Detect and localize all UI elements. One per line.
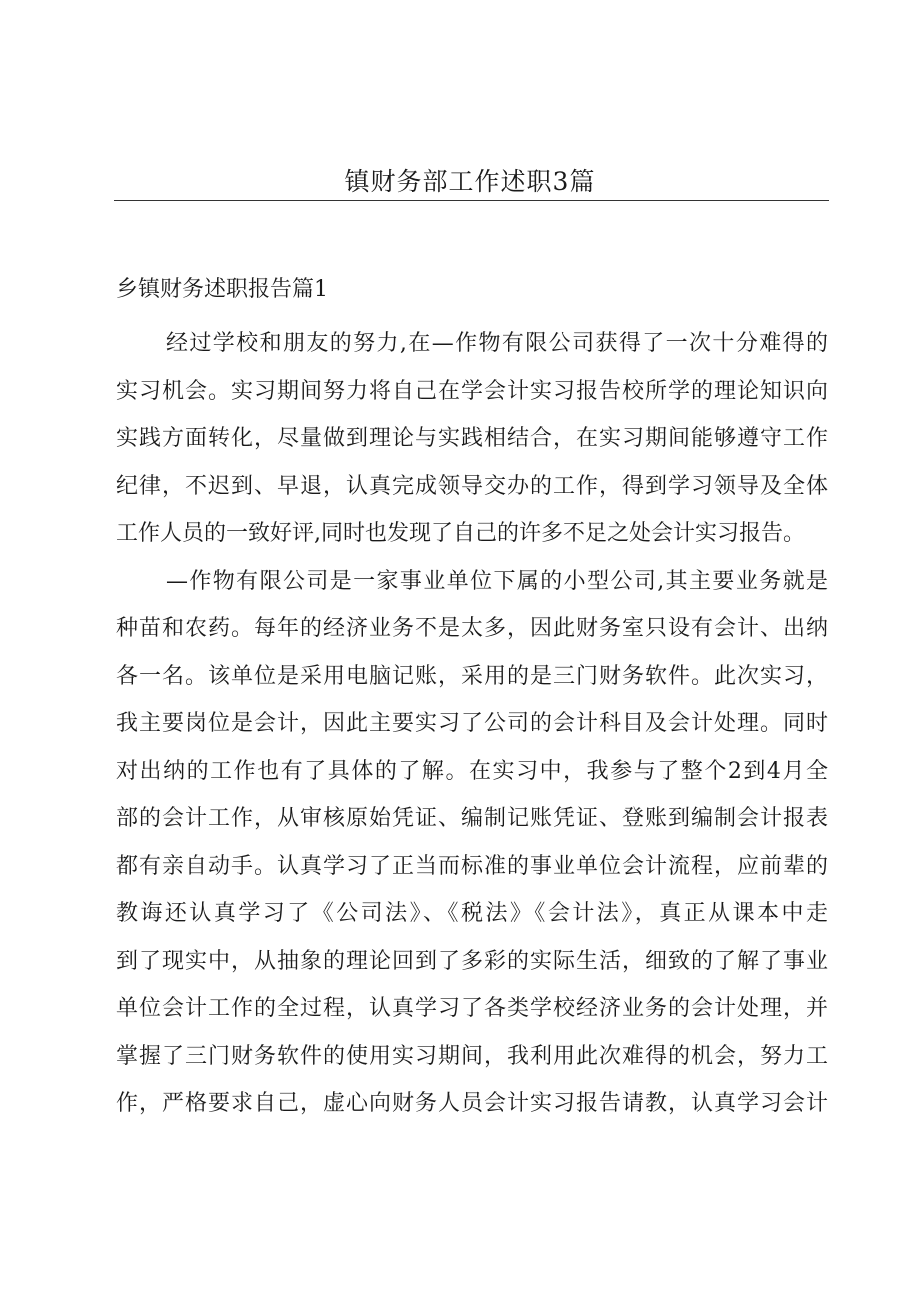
paragraph-1-line-5: 工作人员的一致好评,同时也发现了自己的许多不足之处会计实习报告。	[116, 521, 805, 546]
paragraph-2-line-9: 到了现实中，从抽象的理论回到了多彩的实际生活，细致的了解了事业	[116, 948, 828, 974]
paragraph-2-line-7: 都有亲自动手。认真学习了正当而标准的事业单位会计流程，应前辈的	[116, 853, 828, 879]
section-heading: 乡镇财务述职报告篇1	[116, 277, 328, 302]
paragraph-2-line-2: 种苗和农药。每年的经济业务不是太多，因此财务室只设有会计、出纳	[116, 616, 828, 641]
paragraph-2-line-6: 部的会计工作，从审核原始凭证、编制记账凭证、登账到编制会计报表	[116, 806, 828, 831]
paragraph-1-line-1: 经过学校和朋友的努力,在—作物有限公司获得了一次十分难得的	[166, 331, 828, 356]
paragraph-1-line-4: 纪律，不迟到、早退，认真完成领导交办的工作，得到学习领导及全体	[116, 473, 828, 499]
paragraph-2-line-3: 各一名。该单位是采用电脑记账，采用的是三门财务软件。此次实习，	[116, 663, 828, 689]
paragraph-1-line-3: 实践方面转化，尽量做到理论与实践相结合，在实习期间能够遵守工作	[116, 426, 828, 451]
paragraph-1-line-2: 实习机会。实习期间努力将自己在学会计实习报告校所学的理论知识向	[116, 378, 828, 404]
paragraph-2-line-12: 作，严格要求自己，虚心向财务人员会计实习报告请教，认真学习会计	[116, 1091, 828, 1116]
paragraph-2-line-11: 掌握了三门财务软件的使用实习期间，我利用此次难得的机会，努力工	[116, 1043, 828, 1069]
paragraph-2-line-1: —作物有限公司是一家事业单位下属的小型公司,其主要业务就是	[166, 568, 828, 594]
paragraph-2-line-5: 对出纳的工作也有了具体的了解。在实习中，我参与了整个2到4月全	[116, 758, 828, 784]
paragraph-2-line-4: 我主要岗位是会计，因此主要实习了公司的会计科目及会计处理。同时	[116, 711, 828, 736]
paragraph-2-line-10: 单位会计工作的全过程，认真学习了各类学校经济业务的会计处理，并	[116, 996, 828, 1021]
title-underline	[114, 200, 829, 201]
paragraph-2-line-8: 教诲还认真学习了《公司法》、《税法》《会计法》，真正从课本中走	[116, 901, 828, 926]
document-body	[116, 320, 828, 1128]
document-title: 镇财务部工作述职3篇	[344, 167, 596, 196]
